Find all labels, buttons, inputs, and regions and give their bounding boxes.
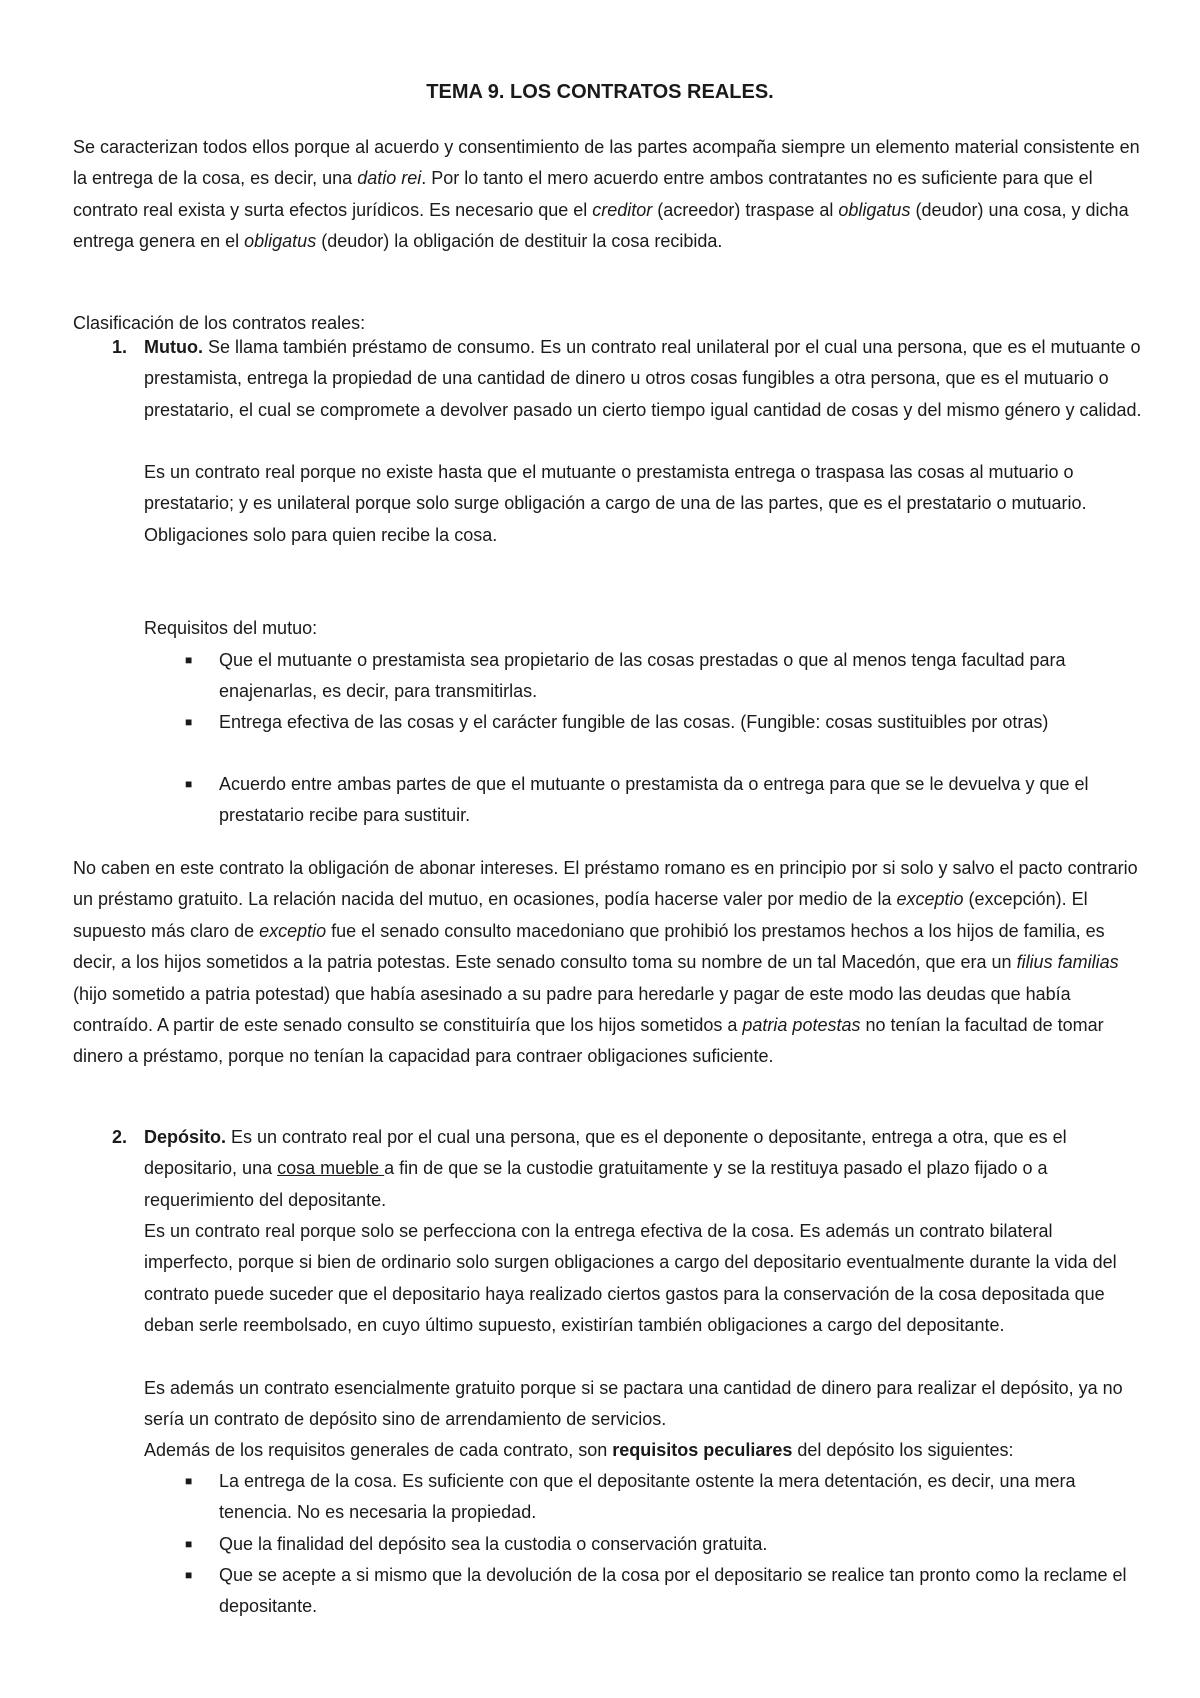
deposito-explanation: Es un contrato real porque solo se perfecciona con la entrega efectiva de la cosa. Es además un contrato bilateral imperfecto, porque si bien de ordinario solo surgen obligaciones a cargo del depositario eventualmente durante la vida del contrato puede suceder que el depositario haya realizado ciertos gastos para la conservación de la cosa depositada que deban serle reembolsado, en cuyo último supuesto, existirían también obligaciones a cargo del depositante. bbox=[144, 1221, 1117, 1336]
bullet-icon: ■ bbox=[185, 1568, 193, 1582]
mutuo-explanation: Es un contrato real porque no existe hasta que el mutuante o prestamista entrega o traspasa las cosas al mutuario o prestatario; y es unilateral porque solo surge obligación a cargo de una de las partes, que es el prestatario o mutuario. Obligaciones solo para quien recibe la cosa. bbox=[144, 462, 1087, 545]
list-number: 1. bbox=[112, 337, 128, 357]
bullet-icon: ■ bbox=[185, 653, 193, 667]
mutuo-definition: Mutuo. Se llama también préstamo de consumo. Es un contrato real unilateral por el cual una persona, que es el mutuante o prestamista, entrega la propiedad de una cantidad de dinero u otros cosas fungibles a otra persona, que es el mutuario o prestatario, el cual se compromete a devolver pasado un cierto tiempo igual cantidad de cosas y del mismo género y calidad. bbox=[144, 337, 1142, 420]
mutuo-requirements-heading: Requisitos del mutuo: bbox=[144, 618, 318, 638]
deposito-requirements-heading: Además de los requisitos generales de cada contrato, son requisitos peculiares del depósito los siguientes: bbox=[144, 1440, 1014, 1460]
bullet-icon: ■ bbox=[185, 1474, 193, 1488]
list-number: 2. bbox=[112, 1127, 128, 1147]
bullet-icon: ■ bbox=[185, 777, 193, 791]
document-page: TEMA 9. LOS CONTRATOS REALES. Se caracterizan todos ellos porque al acuerdo y consentimiento de las partes acompaña siempre un elemento material consistente en la entrega de la cosa, es decir, una datio rei. Por lo tanto el mero acuerdo entre ambos contratantes no es suficiente para que el contrato real exista y surta efectos jurídicos. Es necesario que el creditor (acreedor) traspase al obligatus (deudor) una cosa, y dicha entrega genera en el obligatus (deudor) la obligación de destituir la cosa recibida. Clasificación de los contratos reales: 1. Mutuo. Se llama también préstamo de consumo. Es un contrato real unilateral por el cual una persona, que es el mutuante o prestamista, entrega la propiedad de una cantidad de dinero u otros cosas fungibles a otra persona, que es el mutuario o prestatario, el cual se compromete a devolver pasado un cierto tiempo igual cantidad de cosas y del mismo género y calidad. Es un contrato real porque no existe hasta que el mutuante o prestamista entrega o traspasa las cosas al mutuario o prestatario; y es unilateral porque solo surge obligación a cargo de una de las partes, que es el prestatario o mutuario. Obligaciones solo para quien recibe la cosa. Requisitos del mutuo: ■ Que el mutuante o prestamista sea propietario de las cosas prestadas o que al menos tenga facultad para enajenarlas, es decir, para transmitirlas. ■ Entrega efectiva de las cosas y el carácter fungible de las cosas. (Fungible: cosas sustituibles por otras) ■ Acuerdo entre ambas partes de que el mutuante o prestamista da o entrega para que se le devuelva y que el prestatario recibe para sustituir. No caben en este contrato la obligación de abonar intereses. El préstamo romano es en principio por si solo y salvo el pacto contrario un préstamo gratuito. La relación nacida del mutuo, en ocasiones, podía hacerse valer por medio de la exceptio (excepción). El supuesto más claro de exceptio fue el senado consulto macedoniano que prohibió los prestamos hechos a los hijos de familia, es decir, a los hijos sometidos a la patria potestas. Este senado consulto toma su nombre de un tal Macedón, que era un filius familias (hijo sometido a patria potestad) que había asesinado a su padre para heredarle y pagar de este modo las deudas que había contraído. A partir de este senado consulto se constituiría que los hijos sometidos a patria potestas no tenían la facultad de tomar dinero a préstamo, porque no tenían la capacidad para contraer obligaciones suficiente. 2. Depósito. Es un contrato real por el cual una persona, que es el deponente o depositante, entrega a otra, que es el depositario, una cosa mueble a fin de que se la custodie gratuitamente y se la restituya pasado el plazo fijado o a requerimiento del depositante. Es un contrato real porque solo se perfecciona con la entrega efectiva de la cosa. Es además un contrato bilateral imperfecto, porque si bien de ordinario solo surgen obligaciones a cargo del depositario eventualmente durante la vida del contrato puede suceder que el depositario haya realizado ciertos gastos para la conservación de la cosa depositada que deban serle reembolsado, en cuyo último supuesto, existirían también obligaciones a cargo del depositante. Es además un contrato esencialmente gratuito porque si se pactara una cantidad de dinero para realizar el depósito, ya no sería un contrato de depósito sino de arrendamiento de servicios. Además de los requisitos generales de cada contrato, son requisitos peculiares del depósito los siguientes: ■ La entrega de la cosa. Es suficiente con que el depositante ostente la mera detentación, es decir, una mera tenencia. No es necesaria la propiedad. ■ Que la finalidad del depósito sea la custodia o conservación gratuita. ■ Que se acepte a si mismo que la devolución de la cosa por el depositario se realice tan pronto como la reclame el depositante. bbox=[0, 0, 1200, 1698]
deposito-gratuito: Es además un contrato esencialmente gratuito porque si se pactara una cantidad de dinero para realizar el depósito, ya no sería un contrato de depósito sino de arrendamiento de servicios. bbox=[144, 1378, 1123, 1430]
intereses-paragraph: No caben en este contrato la obligación de abonar intereses. El préstamo romano es en principio por si solo y salvo el pacto contrario un préstamo gratuito. La relación nacida del mutuo, en ocasiones, podía hacerse valer por medio de la exceptio (excepción). El supuesto más claro de exceptio fue el senado consulto macedoniano que prohibió los prestamos hechos a los hijos de familia, es decir, a los hijos sometidos a la patria potestas. Este senado consulto toma su nombre de un tal Macedón, que era un filius familias (hijo sometido a patria potestad) que había asesinado a su padre para heredarle y pagar de este modo las deudas que había contraído. A partir de este senado consulto se constituiría que los hijos sometidos a patria potestas no tenían la facultad de tomar dinero a préstamo, porque no tenían la capacidad para contraer obligaciones suficiente. bbox=[73, 858, 1138, 1067]
document-title: TEMA 9. LOS CONTRATOS REALES. bbox=[426, 81, 774, 103]
intro-paragraph: Se caracterizan todos ellos porque al acuerdo y consentimiento de las partes acompaña siempre un elemento material consistente en la entrega de la cosa, es decir, una datio rei. Por lo tanto el mero acuerdo entre ambos contratantes no es suficiente para que el contrato real exista y surta efectos jurídicos. Es necesario que el creditor (acreedor) traspase al obligatus (deudor) una cosa, y dicha entrega genera en el obligatus (deudor) la obligación de destituir la cosa recibida. bbox=[73, 137, 1140, 252]
deposito-definition: Depósito. Es un contrato real por el cual una persona, que es el deponente o depositante, entrega a otra, que es el depositario, una cosa mueble a fin de que se la custodie gratuitamente y se la restituya pasado el plazo fijado o a requerimiento del depositante. bbox=[144, 1127, 1067, 1210]
classification-heading: Clasificación de los contratos reales: bbox=[73, 313, 366, 333]
bullet-icon: ■ bbox=[185, 1537, 193, 1551]
bullet-icon: ■ bbox=[185, 715, 193, 729]
